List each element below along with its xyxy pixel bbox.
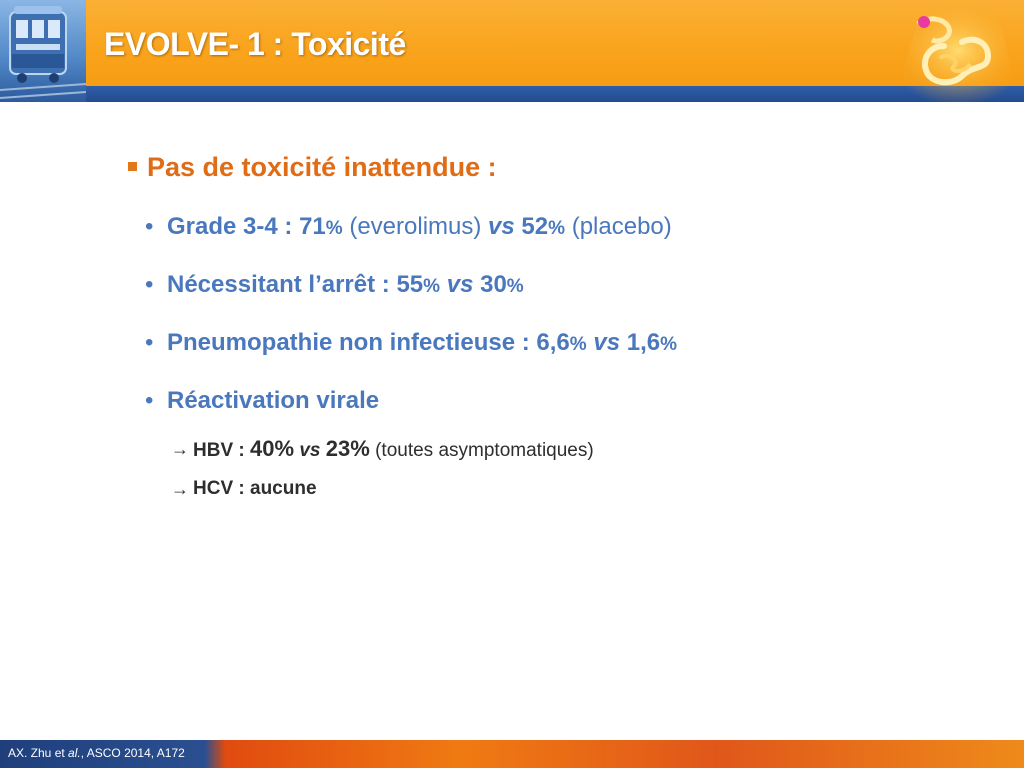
item-unit: % [660, 334, 677, 355]
list-item-pneumopathie [167, 329, 677, 357]
subitem-hcv [193, 478, 317, 500]
citation-reference: , ASCO 2014, A172 [80, 746, 185, 760]
item-vs: vs [446, 271, 474, 298]
item-description: (everolimus) [349, 213, 482, 240]
subitem-label: HCV : aucune [193, 478, 317, 499]
subitem-vs: vs [299, 440, 321, 461]
item-label: Nécessitant l’arrêt : [167, 271, 390, 298]
item-unit: % [423, 276, 441, 297]
item-description: (placebo) [571, 213, 672, 240]
list-item-grade [167, 213, 672, 241]
bullet-dot-icon: • [145, 213, 154, 240]
item-label: Réactivation virale [167, 387, 380, 414]
list-item-arret [167, 271, 524, 299]
item-label: Pneumopathie non infectieuse : [167, 329, 530, 356]
item-value: 1,6 [626, 329, 661, 356]
footer-citation [8, 746, 185, 760]
item-value: 30 [480, 271, 507, 298]
item-value: 6,6 [536, 329, 570, 356]
arrow-right-icon: → [171, 479, 189, 499]
subitem-value: 23% [325, 436, 370, 461]
arrow-right-icon: → [171, 439, 189, 459]
heading: Pas de toxicité inattendue : [147, 152, 497, 182]
subitem-label: HBV : [193, 440, 245, 461]
item-vs: vs [593, 329, 621, 356]
item-unit: % [548, 218, 566, 239]
subitem-value: 40% [250, 436, 295, 461]
item-label: Grade 3-4 : [167, 213, 293, 240]
item-vs: vs [488, 213, 515, 240]
item-unit: % [325, 218, 343, 239]
bullet-dot-icon: • [145, 387, 154, 414]
subitem-hbv [193, 436, 594, 462]
footer-bar [0, 740, 1024, 768]
item-value: 71 [299, 213, 326, 240]
subitem-note: (toutes asymptomatiques) [375, 440, 594, 461]
item-unit: % [506, 276, 524, 297]
citation-authors: AX. Zhu et [8, 746, 65, 760]
bullet-dot-icon: • [145, 329, 154, 356]
item-value: 52 [521, 213, 549, 240]
citation-etal: al. [68, 746, 81, 760]
bullet-dot-icon: • [145, 271, 154, 298]
list-item-reactivation [167, 387, 379, 415]
slide-title: EVOLVE- 1 : Toxicité [104, 26, 406, 62]
item-unit: % [569, 334, 587, 355]
item-value: 55 [396, 271, 424, 298]
square-bullet-icon [128, 162, 137, 171]
